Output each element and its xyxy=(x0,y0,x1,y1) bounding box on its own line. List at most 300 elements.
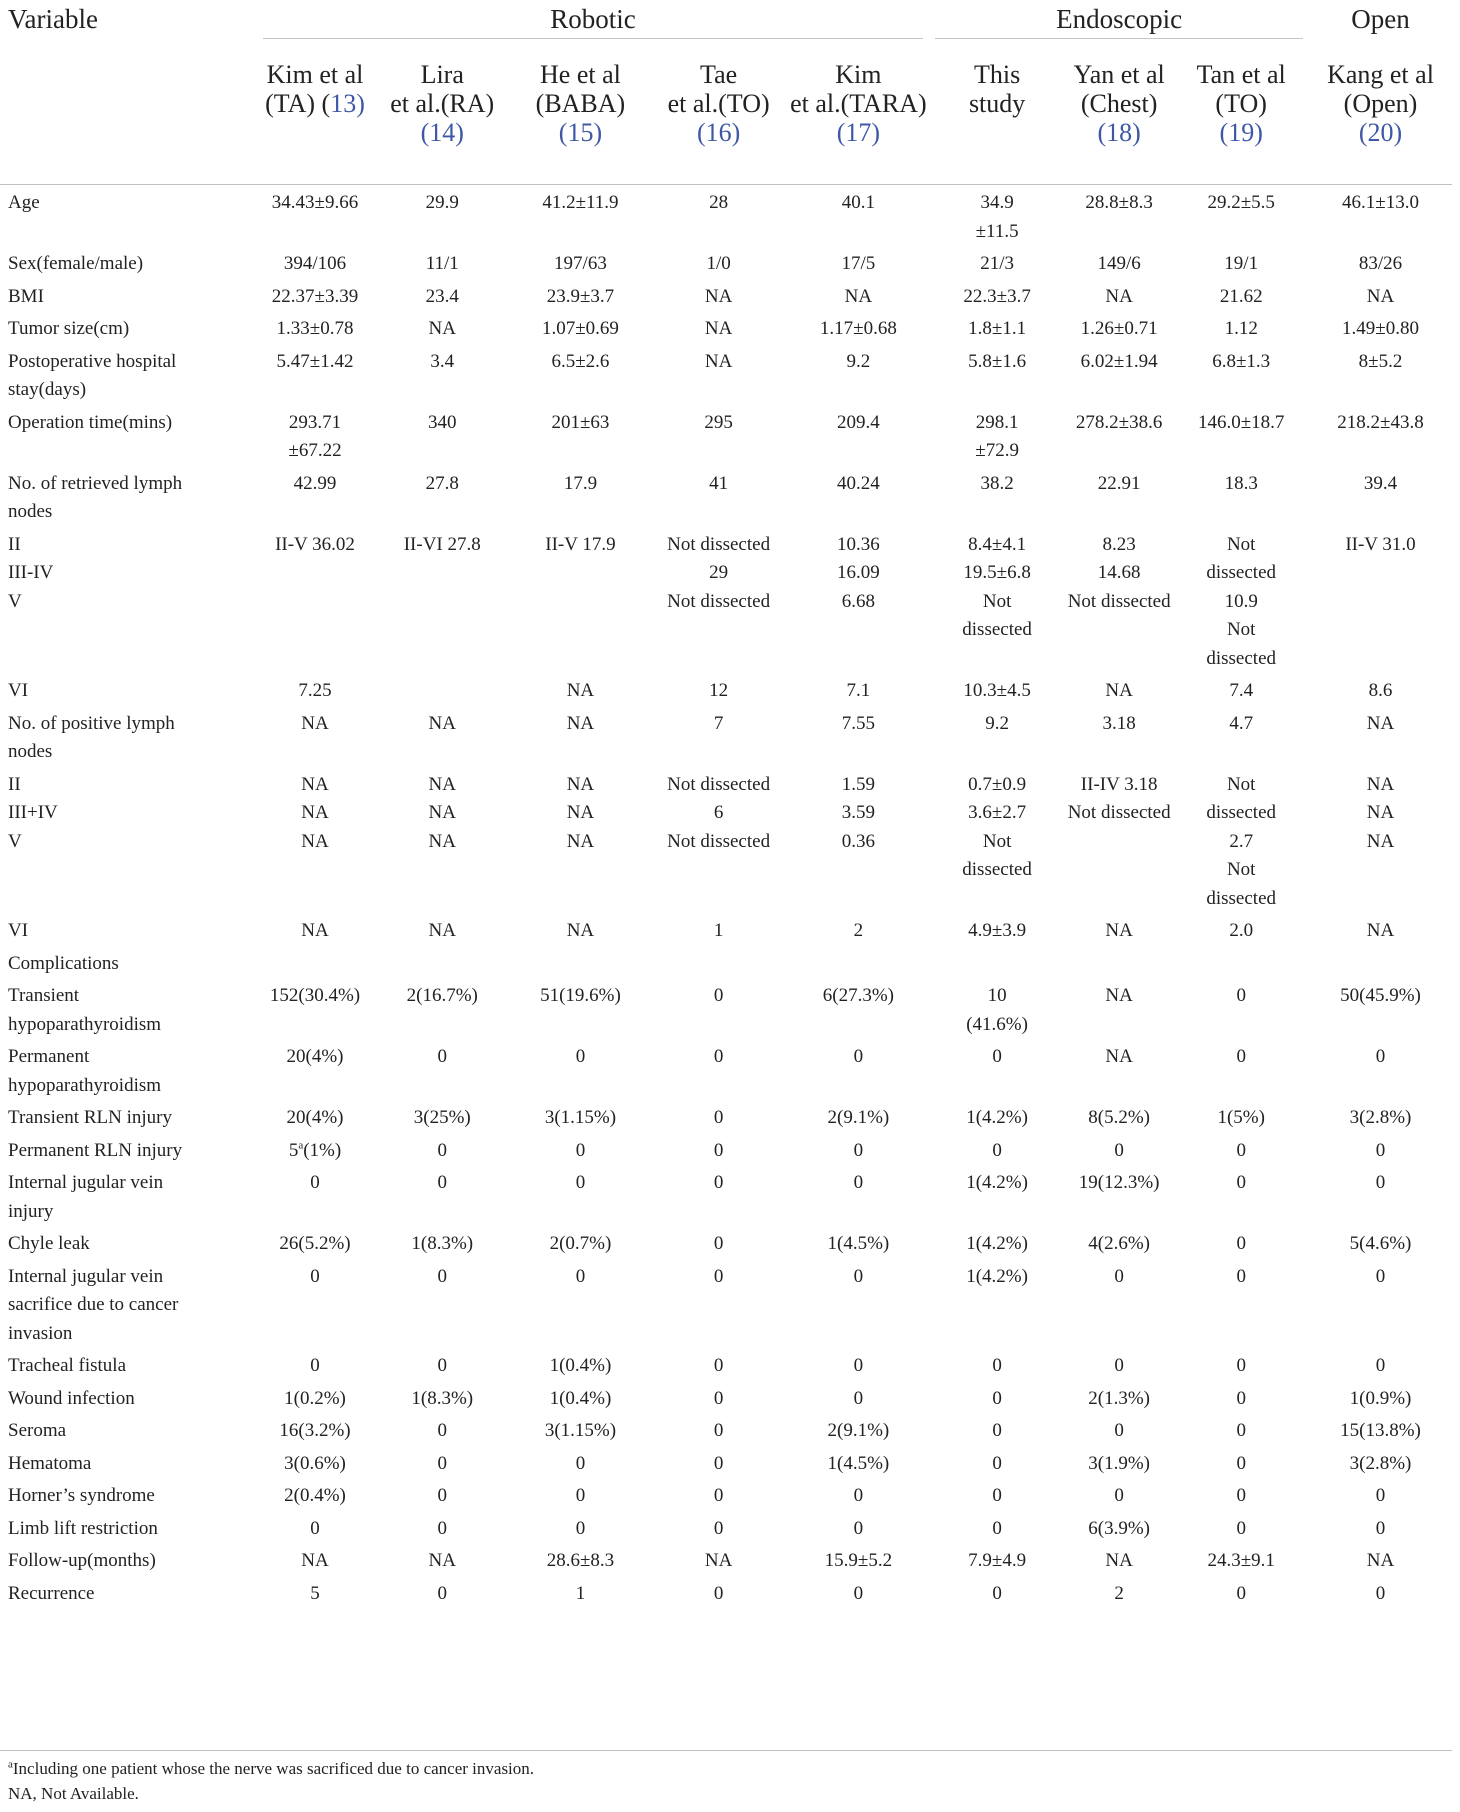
table-cell: 3(1.9%) xyxy=(1088,1452,1150,1474)
table-cell: 197/63 xyxy=(554,253,607,274)
table-row xyxy=(0,1511,1452,1544)
table-cell: 2(16.7%) xyxy=(406,985,478,1006)
table-cell: 40.24 xyxy=(837,472,880,494)
table-cell: 29.2±5.5 xyxy=(1207,192,1275,213)
table-cell: 40.1 xyxy=(841,192,876,213)
table-cell xyxy=(1173,946,1309,979)
table-row xyxy=(0,1381,1452,1414)
group-endoscopic: Endoscopic xyxy=(929,0,1309,44)
table-cell: 51(19.6%) xyxy=(540,985,621,1006)
table-cell: 0 xyxy=(575,1046,586,1067)
study-header-3: He et al (BABA) (15) xyxy=(535,60,626,147)
table-cell: NA xyxy=(844,285,873,307)
table-cell: 394/106 xyxy=(283,253,347,274)
table-cell: 0 xyxy=(853,1355,864,1376)
table-cell: NA xyxy=(704,285,733,307)
table-cell: II-IV 3.18 Not dissected xyxy=(1067,773,1171,823)
table-cell: II-V 36.02 xyxy=(275,533,355,555)
row-label: Tumor size(cm) xyxy=(8,318,130,339)
table-cell: 15.9±5.2 xyxy=(824,1550,893,1571)
table-cell: NA NA NA xyxy=(1366,773,1395,852)
row-label: Permanent hypoparathyroidism xyxy=(8,1046,162,1096)
table-cell: 0 xyxy=(437,1046,447,1067)
table-cell: Not dissected 2.7 Not dissected xyxy=(1206,773,1277,909)
table-row xyxy=(0,279,1452,312)
row-label: Sex(female/male) xyxy=(8,253,144,274)
table-row xyxy=(0,466,1452,527)
table-cell: NA xyxy=(301,920,329,941)
table-cell: 3(25%) xyxy=(413,1107,471,1128)
table-cell: Not dissected 6 Not dissected xyxy=(667,773,771,852)
table-cell: 9.2 xyxy=(846,350,871,372)
table-cell: 0 xyxy=(1236,1355,1246,1376)
table-cell: 7.1 xyxy=(846,680,871,701)
study-header-blank xyxy=(0,44,257,185)
table-cell xyxy=(929,946,1065,979)
table-cell: NA xyxy=(704,350,733,372)
table-cell: NA xyxy=(566,680,595,701)
table-row xyxy=(0,1100,1452,1133)
ref-link[interactable]: 13 xyxy=(330,89,357,118)
table-cell: 0 xyxy=(992,1420,1002,1441)
table-cell: 1 xyxy=(713,920,724,941)
table-cell: 5 xyxy=(310,1582,320,1604)
row-label: Age xyxy=(8,192,40,213)
table-cell xyxy=(650,946,788,979)
table-cell: 0 xyxy=(437,1485,447,1506)
row-label: Tracheal fistula xyxy=(8,1355,127,1376)
row-label: VI xyxy=(8,920,29,941)
table-cell: 8±5.2 xyxy=(1358,350,1403,372)
table-cell: 0 xyxy=(992,1485,1002,1506)
table-cell: 0 xyxy=(713,1582,724,1604)
table-cell: 41.2±11.9 xyxy=(542,192,619,213)
table-cell: 1(4.2%) xyxy=(966,1265,1028,1287)
table-cell: NA xyxy=(301,712,329,734)
table-cell: 0 xyxy=(1114,1355,1124,1376)
table-cell: 20(4%) xyxy=(286,1107,344,1128)
table-cell: 1.07±0.69 xyxy=(541,318,619,339)
table-cell: NA xyxy=(1366,1550,1395,1571)
table-cell: 0 xyxy=(853,1172,864,1193)
table-row xyxy=(0,673,1452,706)
row-label: Horner’s syndrome xyxy=(8,1485,155,1506)
table-cell xyxy=(1309,946,1452,979)
table-cell: 2 xyxy=(1114,1582,1124,1604)
table-cell: 0 xyxy=(437,1355,447,1376)
table-cell: 39.4 xyxy=(1363,472,1398,494)
study-header-2: Lira et al.(RA) (14) xyxy=(390,60,495,147)
table-cell xyxy=(257,946,374,979)
table-cell: 1/0 xyxy=(706,253,731,274)
footnote-na: NA, Not Available. xyxy=(8,1784,139,1803)
table-cell: 1.33±0.78 xyxy=(276,318,354,339)
table-cell: 28.6±8.3 xyxy=(546,1550,615,1571)
table-cell: 9.2 xyxy=(985,712,1009,734)
table-cell: II-V 31.0 xyxy=(1345,533,1416,555)
table-cell: 0 xyxy=(1114,1139,1124,1161)
table-cell: NA xyxy=(566,712,595,734)
table-cell: 8.6 xyxy=(1368,680,1393,701)
ref-link[interactable]: 17 xyxy=(845,118,872,147)
ref-link[interactable]: 18 xyxy=(1106,118,1133,147)
table-row xyxy=(0,1543,1452,1576)
table-cell: 1(0.9%) xyxy=(1349,1387,1412,1409)
row-label: Transient hypoparathyroidism xyxy=(8,985,162,1035)
table-cell: 20(4%) xyxy=(286,1046,344,1067)
table-cell: 1(0.4%) xyxy=(549,1355,612,1376)
table-cell: 0 xyxy=(713,1387,724,1409)
table-cell: 1(4.5%) xyxy=(827,1233,890,1254)
table-cell: 6(3.9%) xyxy=(1088,1517,1150,1539)
table-cell: 1.8±1.1 xyxy=(968,318,1027,339)
ref-link[interactable]: 14 xyxy=(429,118,456,147)
table-row xyxy=(0,185,1452,246)
table-cell: 0 xyxy=(992,1046,1002,1067)
table-cell: 0 xyxy=(713,1355,724,1376)
table-cell: 0 xyxy=(1375,1046,1386,1067)
table-row xyxy=(0,978,1452,1039)
table-cell: 2(0.4%) xyxy=(284,1485,346,1506)
table-row xyxy=(0,1039,1452,1100)
table-cell: 0 xyxy=(1236,1139,1246,1161)
table-row xyxy=(0,527,1452,674)
table-cell: 0 xyxy=(713,1517,724,1539)
table-cell xyxy=(373,673,511,706)
table-cell: 0 xyxy=(437,1420,447,1441)
table-cell: 0 xyxy=(1114,1265,1124,1287)
table-row xyxy=(0,1226,1452,1259)
table-cell: 0 xyxy=(853,1582,864,1604)
table-cell: 0 xyxy=(575,1452,586,1474)
table-cell: 0 xyxy=(1236,1517,1246,1539)
table-cell: II-VI 27.8 xyxy=(403,533,481,555)
table-cell: 16(3.2%) xyxy=(279,1420,351,1441)
table-cell: 10.36 16.09 6.68 xyxy=(837,533,880,612)
row-label: Transient RLN injury xyxy=(8,1107,172,1128)
table-cell: 2(0.7%) xyxy=(549,1233,612,1254)
row-label: Complications xyxy=(8,952,119,974)
table-cell: 7 xyxy=(713,712,724,734)
table-cell: 0 xyxy=(713,1107,724,1128)
study-header-8: Tan et al (TO) (19) xyxy=(1196,60,1286,147)
table-cell: 6.02±1.94 xyxy=(1080,350,1158,372)
table-cell: 0 xyxy=(1236,1387,1246,1409)
table-cell: 41 xyxy=(709,472,729,494)
row-label: No. of positive lymph nodes xyxy=(8,712,175,762)
table-cell: 0 xyxy=(1375,1355,1386,1376)
table-cell: 4.9±3.9 xyxy=(968,920,1027,941)
table-cell: 0 xyxy=(1375,1265,1386,1287)
table-cell: 7.4 xyxy=(1229,680,1254,701)
table-cell: 298.1 ±72.9 xyxy=(975,411,1019,461)
table-cell: 0 xyxy=(992,1517,1002,1539)
table-cell: 3.4 xyxy=(430,350,455,372)
table-cell: NA xyxy=(1366,285,1395,307)
table-cell: 278.2±38.6 xyxy=(1075,411,1163,433)
study-header-7: Yan et al (Chest) (18) xyxy=(1073,60,1165,147)
table-row xyxy=(0,1576,1452,1609)
table-cell: NA NA NA xyxy=(428,773,456,852)
row-label: Follow-up(months) xyxy=(8,1550,156,1571)
variable-header: Variable xyxy=(8,4,98,34)
table-cell: 0 xyxy=(713,1172,724,1193)
table-cell: 26(5.2%) xyxy=(279,1233,351,1254)
table-cell: 42.99 xyxy=(293,472,337,494)
table-cell: 17/5 xyxy=(841,253,876,274)
table-cell: 0 xyxy=(713,1265,724,1287)
table-cell: 23.4 xyxy=(425,285,459,307)
table-cell: NA xyxy=(1105,1046,1133,1067)
table-cell: 6.5±2.6 xyxy=(551,350,610,372)
table-cell: 0 xyxy=(713,1420,724,1441)
table-cell: 18.3 xyxy=(1224,472,1258,494)
table-cell: 0 xyxy=(1236,1233,1246,1254)
table-cell: NA xyxy=(1105,285,1133,307)
row-label: Internal jugular vein sacrifice due to cancer invasion xyxy=(8,1265,179,1344)
table-cell: 1(0.2%) xyxy=(284,1387,346,1409)
study-header-6: This study xyxy=(968,60,1026,118)
table-cell: 2(9.1%) xyxy=(827,1420,890,1441)
table-cell: 0 xyxy=(1375,1582,1386,1604)
table-cell: 6(27.3%) xyxy=(822,985,894,1006)
table-cell: 0 xyxy=(1236,985,1246,1006)
table-cell: 2.0 xyxy=(1229,920,1254,941)
table-cell: 0 xyxy=(1236,1485,1246,1506)
table-cell: 0 xyxy=(575,1517,586,1539)
table-cell: 12 xyxy=(709,680,729,701)
table-cell: 0 xyxy=(437,1517,447,1539)
table-cell: 28.8±8.3 xyxy=(1085,192,1153,213)
table-cell: 8(5.2%) xyxy=(1088,1107,1150,1128)
table-cell: 201±63 xyxy=(551,411,610,433)
study-header-1: Kim et al (TA) (13) xyxy=(265,60,365,118)
table-cell: 5(4.6%) xyxy=(1349,1233,1412,1254)
table-cell: 7.25 xyxy=(298,680,332,701)
table-cell: 5.47±1.42 xyxy=(276,350,354,372)
table-cell: 1.26±0.71 xyxy=(1080,318,1158,339)
table-cell xyxy=(787,946,929,979)
table-cell: 3(2.8%) xyxy=(1349,1107,1412,1128)
table-cell: 22.37±3.39 xyxy=(271,285,359,307)
table-cell: 0 xyxy=(713,1233,724,1254)
table-cell: 1 xyxy=(575,1582,586,1604)
table-cell: 0 xyxy=(992,1582,1002,1604)
table-cell xyxy=(511,946,650,979)
table-cell: 0 xyxy=(1236,1420,1246,1441)
table-cell: 0 xyxy=(1236,1265,1246,1287)
table-cell: 0 xyxy=(1236,1046,1246,1067)
table-cell: 0 xyxy=(1236,1172,1246,1193)
table-row xyxy=(0,246,1452,279)
table-cell: 0 xyxy=(713,985,724,1006)
table-row xyxy=(0,311,1452,344)
row-label: Wound infection xyxy=(8,1387,135,1409)
group-robotic: Robotic xyxy=(257,0,930,44)
table-cell: 0 xyxy=(1236,1582,1246,1604)
table-cell: 340 xyxy=(427,411,457,433)
table-cell: 17.9 xyxy=(563,472,598,494)
table-cell: 7.55 xyxy=(841,712,876,734)
row-label: II III-IV V xyxy=(8,533,54,612)
table-cell: NA NA NA xyxy=(566,773,595,852)
table-cell: 10 (41.6%) xyxy=(966,985,1028,1035)
table-cell: 1(0.4%) xyxy=(549,1387,612,1409)
table-cell: 3.18 xyxy=(1102,712,1136,734)
table-cell: 0 xyxy=(1114,1420,1124,1441)
table-cell: 0 xyxy=(853,1046,864,1067)
table-cell: 1(4.2%) xyxy=(966,1172,1028,1193)
table-cell: 0 xyxy=(853,1387,864,1409)
table-cell: 0 xyxy=(437,1452,447,1474)
table-cell: NA xyxy=(428,712,456,734)
table-cell: 146.0±18.7 xyxy=(1197,411,1285,433)
table-cell: 2(1.3%) xyxy=(1088,1387,1150,1409)
table-cell: 1(8.3%) xyxy=(411,1387,474,1409)
table-cell: 0 xyxy=(713,1485,724,1506)
table-cell: 50(45.9%) xyxy=(1340,985,1421,1006)
table-cell: 0 xyxy=(1375,1139,1386,1161)
ref-link[interactable]: 15 xyxy=(567,118,594,147)
table-cell: 3(2.8%) xyxy=(1349,1452,1412,1474)
table-row xyxy=(0,1413,1452,1446)
table-cell: 152(30.4%) xyxy=(269,985,361,1006)
table-cell: 23.9±3.7 xyxy=(546,285,615,307)
table-cell: 24.3±9.1 xyxy=(1207,1550,1275,1571)
ref-link[interactable]: 16 xyxy=(705,118,732,147)
table-cell: NA xyxy=(1105,1550,1133,1571)
table-cell: 22.3±3.7 xyxy=(963,285,1031,307)
table-cell: 1(4.2%) xyxy=(966,1233,1028,1254)
table-cell: 8.23 14.68 Not dissected xyxy=(1067,533,1171,612)
group-open: Open xyxy=(1351,4,1410,34)
table-cell: 7.9±4.9 xyxy=(968,1550,1027,1571)
ref-link[interactable]: 20 xyxy=(1367,118,1394,147)
table-cell: 0 xyxy=(1375,1485,1386,1506)
table-cell: 21.62 xyxy=(1219,285,1263,307)
table-cell xyxy=(1065,946,1173,979)
table-cell: 0 xyxy=(437,1265,447,1287)
bottom-rule xyxy=(0,1750,1452,1751)
table-cell: NA xyxy=(1366,920,1395,941)
row-label: Seroma xyxy=(8,1420,67,1441)
footnote-a: $^a$Including one patient whose the nerve was sacrificed due to cancer invasion. xyxy=(8,1758,535,1778)
table-cell: NA xyxy=(1366,712,1395,734)
table-row xyxy=(0,1478,1452,1511)
table-cell: 0 xyxy=(992,1355,1002,1376)
table-cell: 0 xyxy=(853,1265,864,1287)
table-cell: 0 xyxy=(575,1265,586,1287)
table-cell: 0 xyxy=(1375,1517,1386,1539)
table-cell: 1.59 3.59 0.36 xyxy=(841,773,876,852)
table-row xyxy=(0,405,1452,466)
table-cell: 29.9 xyxy=(425,192,459,213)
table-cell: 0 xyxy=(992,1387,1002,1409)
table-cell: 0 xyxy=(437,1172,447,1193)
table-cell: 11/1 xyxy=(425,253,459,274)
table-cell: 34.9 ±11.5 xyxy=(975,192,1019,242)
table-cell: 0 xyxy=(992,1139,1002,1161)
table-cell: 38.2 xyxy=(980,472,1014,494)
table-row xyxy=(0,344,1452,405)
table-cell: 0 xyxy=(992,1452,1002,1474)
table-cell: 1(4.5%) xyxy=(827,1452,890,1474)
row-label: No. of retrieved lymph nodes xyxy=(8,472,183,522)
row-label: BMI xyxy=(8,285,44,307)
table-cell: 34.43±9.66 xyxy=(271,192,359,213)
table-cell: 2(9.1%) xyxy=(827,1107,890,1128)
table-cell: 0 xyxy=(713,1139,724,1161)
table-cell: 0 xyxy=(310,1355,320,1376)
table-cell: 295 xyxy=(704,411,733,433)
table-cell: 5$^a$(1%) xyxy=(288,1139,342,1161)
table-row xyxy=(0,913,1452,946)
table-cell: 0 xyxy=(575,1139,586,1161)
table-cell: 0 xyxy=(713,1452,724,1474)
table-cell: 6.8±1.3 xyxy=(1212,350,1271,372)
table-cell: 1(8.3%) xyxy=(411,1233,474,1254)
row-label: Hematoma xyxy=(8,1452,92,1474)
table-cell: 1.17±0.68 xyxy=(819,318,897,339)
row-label: Chyle leak xyxy=(8,1233,90,1254)
table-cell: 28 xyxy=(709,192,729,213)
table-cell: 46.1±13.0 xyxy=(1342,192,1419,213)
table-cell: NA xyxy=(1105,985,1133,1006)
table-cell: 0 xyxy=(853,1139,864,1161)
table-cell: 0 xyxy=(575,1172,586,1193)
table-cell: 218.2±43.8 xyxy=(1337,411,1424,433)
table-cell: 19(12.3%) xyxy=(1078,1172,1160,1193)
row-label: Recurrence xyxy=(8,1582,95,1604)
table-body xyxy=(0,185,1452,1608)
table-cell: 83/26 xyxy=(1358,253,1403,274)
table-cell: 293.71 ±67.22 xyxy=(288,411,342,461)
table-cell: 22.91 xyxy=(1097,472,1141,494)
table-cell: 1.12 xyxy=(1224,318,1258,339)
table-cell: 0 xyxy=(853,1485,864,1506)
table-cell: 4.7 xyxy=(1229,712,1254,734)
table-row xyxy=(0,946,1452,979)
table-cell: NA xyxy=(301,1550,329,1571)
table-row xyxy=(0,1133,1452,1166)
table-cell: 3(1.15%) xyxy=(544,1420,617,1441)
study-header-5: Kim et al.(TARA) (17) xyxy=(790,60,927,147)
table-cell: 0 xyxy=(575,1485,586,1506)
ref-link[interactable]: 19 xyxy=(1228,118,1255,147)
table-cell: 19/1 xyxy=(1224,253,1259,274)
row-label: Internal jugular vein injury xyxy=(8,1172,164,1222)
table-cell: 4(2.6%) xyxy=(1088,1233,1150,1254)
table-cell: Not dissected 10.9 Not dissected xyxy=(1206,533,1277,669)
table-cell: 0 xyxy=(853,1517,864,1539)
study-header-9: Kang et al (Open) (20) xyxy=(1327,60,1434,147)
table-cell: 1(5%) xyxy=(1217,1107,1265,1128)
row-label: VI xyxy=(8,680,29,701)
table-row xyxy=(0,1165,1452,1226)
table-cell: NA xyxy=(1105,920,1133,941)
table-cell: 0 xyxy=(1375,1172,1386,1193)
table-cell: 8.4±4.1 19.5±6.8 Not dissected xyxy=(962,533,1032,640)
table-cell: 0.7±0.9 3.6±2.7 Not dissected xyxy=(962,773,1032,880)
table-cell: NA xyxy=(566,920,595,941)
table-cell: NA xyxy=(428,318,456,339)
table-cell: II-V 17.9 xyxy=(545,533,616,555)
table-cell: NA xyxy=(1105,680,1133,701)
study-header-row xyxy=(0,44,1452,185)
table-cell: 0 xyxy=(437,1582,447,1604)
table-row xyxy=(0,1259,1452,1349)
table-cell: NA xyxy=(704,318,733,339)
